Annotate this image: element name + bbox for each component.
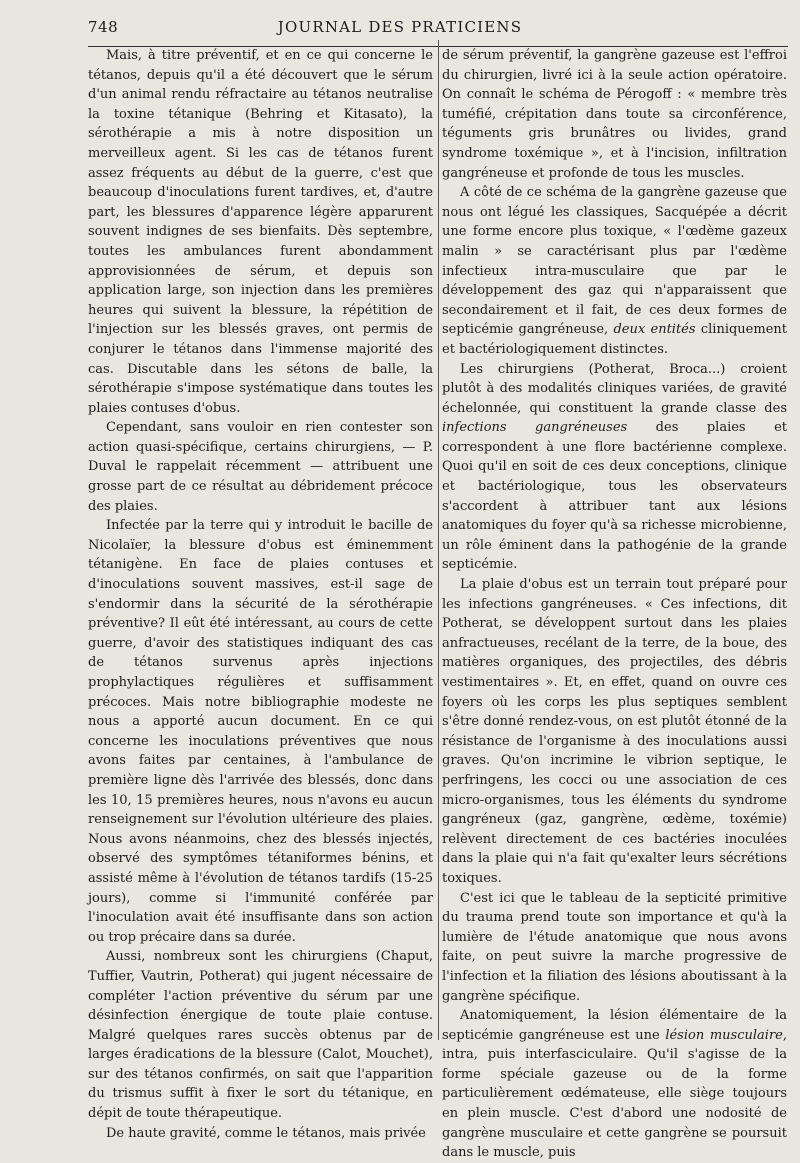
text-run: A côté de ce schéma de la gangrène gazeuse que nous ont légué les classiques, Sacquépée a décrit une forme encore plus toxique, « l'œdème gazeux malin » se caractérisant plus par l'œdème infectieux intra-musculaire que par le développement des gaz qui n'apparaissent que secondairement et il fait, de ces deux formes de septicémie gangréneuse,	[442, 185, 787, 338]
paragraph: Infectée par la terre qui y introduit le bacille de Nicolaïer, la blessure d'obus est éminemment tétanigène. En face de plaies contuses et d'inoculations souvent massives, est-il sage de s'endormir dans la sécurité de la sérothérapie préventive? Il eût été intéressant, au cours de cette guerre, d'avoir des statistiques indiquant des cas de tétanos survenus après injections prophylactiques régulières et suffisamment précoces. Mais notre bibliographie modeste ne nous a apporté aucun document. En ce qui concerne les inoculations préventives que nous avons faites par centaines, à l'ambulance de première ligne dès l'arrivée des blessés, donc dans les 10, 15 premières heures, nous n'avons eu aucun renseignement sur l'évolution ultérieure des plaies. Nous avons néanmoins, chez des blessés injectés, observé des symptômes tétaniformes bénins, et assisté même à l'évolution de tétanos tardifs (15-25 jours), comme si l'immunité conférée par l'inoculation avait été insuffisante dans son action ou trop précaire dans sa durée.	[88, 518, 433, 945]
italic-run: deux entités	[613, 322, 696, 338]
paragraph: C'est ici que le tableau de la septicité primitive du trauma prend toute son importance et qu'à la lumière de l'étude anatomique que nous avons faite, on peut suivre la marche progressive de l'infection et la filiation des lésions aboutissant à la gangrène spécifique.	[442, 890, 787, 1004]
page-header	[0, 14, 800, 40]
paragraph: La plaie d'obus est un terrain tout préparé pour les infections gangréneuses. « Ces infections, dit Potherat, se développent surtout dans les plaies anfractueuses, recélant de la terre, de la boue, des matières organiques, des projectiles, des débris vestimentaires ». Et, en effet, quand on ouvre ces foyers où les corps les plus septiques semblent s'être donné rendez-vous, on est plutôt étonné de la résistance de l'organisme à des inoculations aussi graves. Qu'on incrimine le vibrion septique, le perfringens, les cocci ou une association de ces micro-organismes, tous les éléments du syndrome gangréneux (gaz, gangrène, œdème, toxémie) relèvent directement de ces bactéries inoculées dans la plaie qui n'a fait qu'exalter leurs sécrétions toxiques.	[442, 577, 787, 886]
text-run: des plaies et correspondent à une flore bactérienne complexe. Quoi qu'il en soit de ces deux conceptions, clinique et bactériologique, tous les observateurs s'accordent à attribuer tant aux lésions anatomiques du foyer qu'à sa richesse microbienne, un rôle éminent dans la pathogénie de la grande septicémie.	[442, 420, 787, 573]
right-column	[442, 46, 787, 1163]
paragraph: Cependant, sans vouloir en rien contester son action quasi-spécifique, certains chirurgiens, — P. Duval le rappelait récemment — attribuent une grosse part de ce résultat au débridement précoce des plaies.	[88, 420, 433, 514]
text-run: Les chirurgiens (Potherat, Broca...) croient plutôt à des modalités cliniques variées, de gravité échelonnée, qui constituent la grande classe des	[442, 361, 787, 416]
text-run: Anatomiquement, la lésion élémentaire de la septicémie gangréneuse est une	[442, 1008, 787, 1043]
left-column	[88, 46, 433, 1143]
text-run: , intra, puis interfasciculaire. Qu'il s'agisse de la forme spéciale gazeuse ou de la forme particulièrement œdémateuse, elle siège toujours en plein muscle. C'est d'abord une nodosité de gangrène musculaire et cette gangrène se poursuit dans le muscle, puis	[442, 1027, 787, 1161]
paragraph: Aussi, nombreux sont les chirurgiens (Chaput, Tuffier, Vautrin, Potherat) qui jugent nécessaire de compléter l'action préventive du sérum par une désinfection énergique de toute plaie contuse. Malgré quelques rares succès obtenus par de larges éradications de la blessure (Calot, Mouchet), sur des tétanos confirmés, on sait que l'apparition du trismus suffit à fixer le sort du tétanique, en dépit de toute thérapeutique.	[88, 949, 433, 1122]
paragraph	[442, 1006, 787, 1163]
italic-run: lésion musculaire	[665, 1027, 783, 1043]
journal-title: JOURNAL DES PRATICIENS	[277, 18, 523, 36]
text-run: cliniquement et bactériologiquement distinctes.	[442, 322, 787, 357]
paragraph: De haute gravité, comme le tétanos, mais privée	[106, 1125, 426, 1141]
italic-run: infections gangréneuses	[442, 420, 628, 436]
paragraph	[442, 360, 787, 576]
paragraph: de sérum préventif, la gangrène gazeuse est l'effroi du chirurgien, livré ici à la seule action opératoire. On connaît le schéma de Pérogoff : « membre très tuméfié, crépitation dans toute sa circonférence, téguments gris brunâtres ou livides, grand syndrome toxémique », et à l'incision, infiltration gangréneuse et profonde de tous les muscles.	[442, 48, 787, 181]
paragraph: Mais, à titre préventif, et en ce qui concerne le tétanos, depuis qu'il a été découvert que le sérum d'un animal rendu réfractaire au tétanos neutralise la toxine tétanique (Behring et Kitasato), la sérothérapie a mis à notre disposition un merveilleux agent. Si les cas de tétanos furent assez fréquents au début de la guerre, c'est que beaucoup d'inoculations furent tardives, et, d'autre part, les blessures d'apparence légère apparurent souvent indignes de ses bienfaits. Dès septembre, toutes les ambulances furent abondamment approvisionnées de sérum, et depuis son application large, son injection dans les premières heures qui suivent la blessure, la répétition de l'injection sur les blessés graves, ont permis de conjurer le tétanos dans l'immense majorité des cas. Discutable dans les sétons de balle, la sérothérapie s'impose systématique dans toutes les plaies contuses d'obus.	[88, 48, 433, 416]
paragraph	[442, 183, 787, 359]
column-divider	[438, 40, 439, 1040]
page-number: 748	[88, 18, 119, 36]
